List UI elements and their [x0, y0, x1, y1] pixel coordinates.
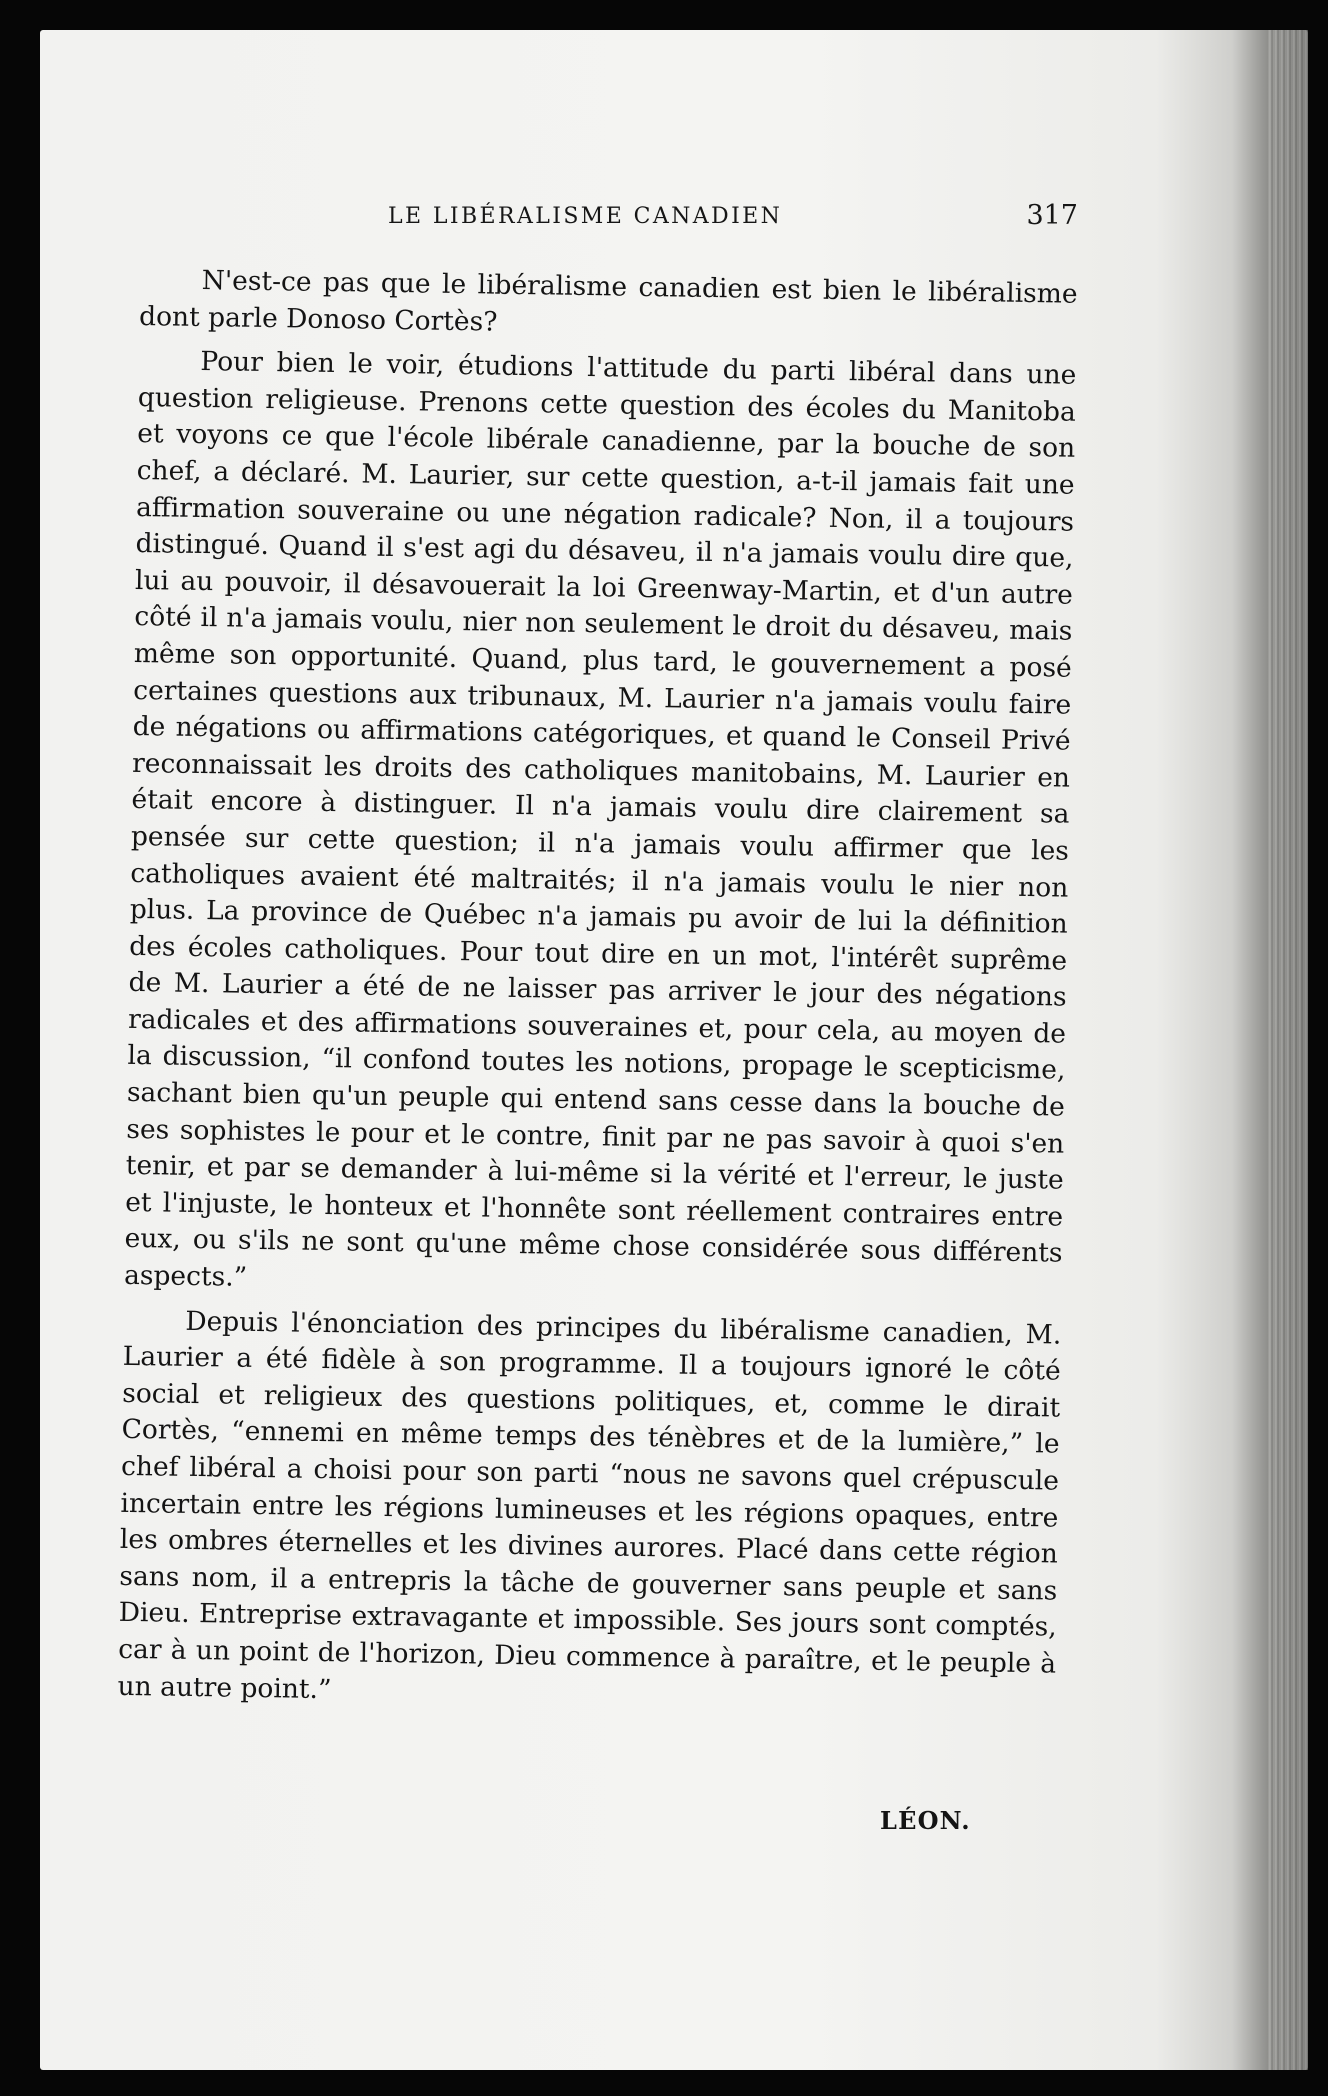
paragraph-3: Depuis l'énonciation des principes du libéralisme canadien, M. Laurier a été fidèle à son programme. Il a toujours ignoré le côté social et religieux des questions politiques, et, comme le dirait Cortès, “ennemi en même temps des ténèbres et de la lumière,” le chef libéral a choisi pour son parti “nous ne savons quel crépuscule incertain entre les régions lumineuses et les régions opaques, entre les ombres éternelles et les divines aurores. Placé dans cette région sans nom, il a entrepris la tâche de gouverner sans peuple et sans Dieu. Entreprise extravagante et impossible. Ses jours sont comptés, car à un point de l'horizon, Dieu commence à paraître, et le peuple à un autre point.” — [117, 1305, 1062, 1705]
page-edge-shadow — [1268, 30, 1308, 2070]
body-text — [117, 262, 1078, 1728]
paragraph-2: Pour bien le voir, étudions l'attitude du parti libéral dans une question religieuse. Prenons cette question des écoles du Manitoba et voyons ce que l'école libérale canadienne, par la bouche de son chef, a déclaré. M. Laurier, sur cette question, a-t-il jamais fait une affirmation souveraine ou une négation radicale? Non, il a toujours distingué. Quand il s'est agi du désaveu, il n'a jamais voulu dire que, lui au pouvoir, il désavouerait la loi Greenway-Martin, et d'un autre côté il n'a jamais voulu, nier non seulement le droit du désaveu, mais même son opportunité. Quand, plus tard, le gouvernement a posé certaines questions aux tribunaux, M. Laurier n'a jamais voulu faire de négations ou affirmations catégoriques, et quand le Conseil Privé reconnaissait les droits des catholiques manitobains, M. Laurier en était encore à distinguer. Il n'a jamais voulu dire clairement sa pensée sur cette question; il n'a jamais voulu affirmer que les catholiques avaient été maltraités; il n'a jamais voulu le nier non plus. La province de Québec n'a jamais pu avoir de lui la définition des écoles catholiques. Pour tout dire en un mot, l'intérêt suprême de M. Laurier a été de ne laisser pas arriver le jour des négations radicales et des affirmations souveraines et, pour cela, au moyen de la discussion, “il confond toutes les notions, propage le scepticisme, sachant bien qu'un peuple qui entend sans cesse dans la bouche de ses sophistes le pour et le contre, finit par ne pas savoir à quoi s'en tenir, et par se demander à lui-même si la vérité et l'erreur, le juste et l'injuste, le honteux et l'honnête sont réellement contraires entre eux, ou s'ils ne sont qu'une même chose considérée sous différents aspects.” — [123, 346, 1077, 1293]
author-signature: LÉON. — [880, 1806, 971, 1835]
running-title: LE LIBÉRALISME CANADIEN — [388, 204, 783, 229]
page-header — [140, 192, 1078, 242]
paragraph-1: N'est-ce pas que le libéralisme canadien est bien le libéralisme dont parle Donoso Cortès? — [138, 264, 1078, 338]
page-number: 317 — [1026, 200, 1078, 231]
